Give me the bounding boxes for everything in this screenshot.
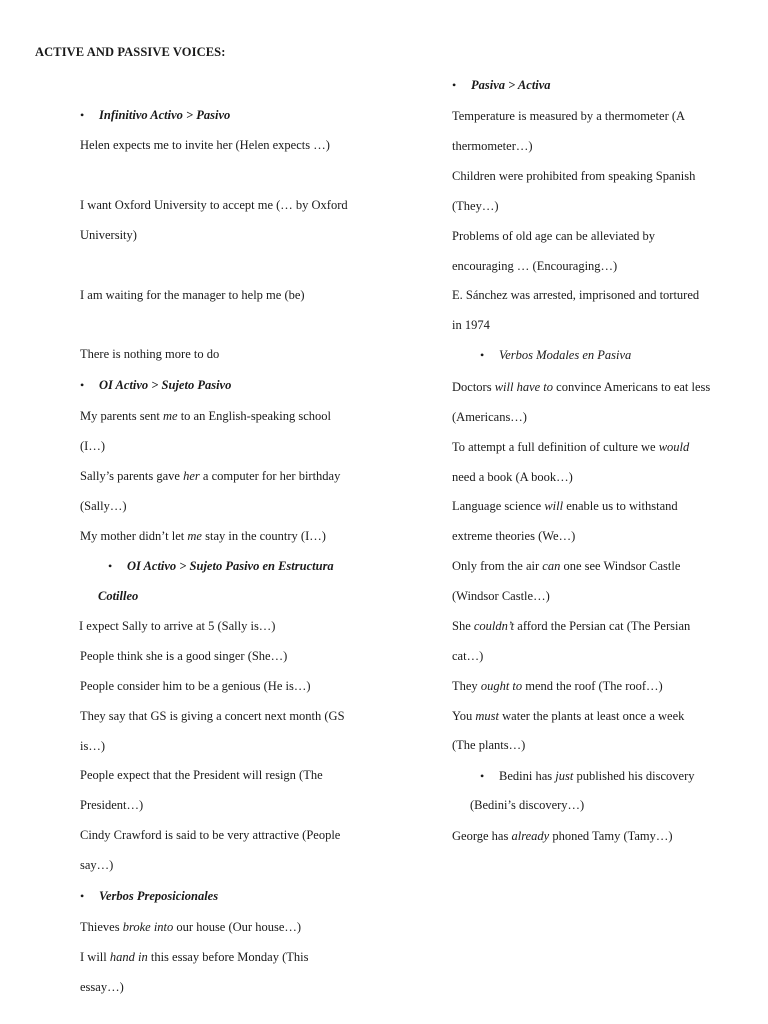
example-line — [80, 468, 340, 484]
line-text: President…) — [80, 798, 144, 812]
emphasized-text: ought to — [480, 679, 523, 693]
line-text: My mother didn’t let — [80, 529, 188, 543]
emphasized-text: hand in — [109, 950, 148, 964]
example-line — [452, 168, 695, 184]
heading-text: Infinitivo Activo > Pasivo — [99, 108, 231, 122]
line-text: Helen expects me to invite her (Helen expects …) — [80, 138, 330, 152]
example-line — [80, 919, 301, 935]
line-text: stay in the country (I…) — [201, 529, 326, 543]
line-text: She — [452, 619, 474, 633]
line-text: enable us to withstand — [563, 499, 678, 513]
example-line — [80, 227, 137, 243]
line-text: I will — [80, 950, 110, 964]
line-text: (Bedini’s discovery…) — [470, 798, 585, 812]
line-text: (The plants…) — [452, 738, 526, 752]
example-line — [452, 498, 678, 514]
line-text: is…) — [80, 739, 105, 753]
example-line — [80, 287, 305, 303]
line-text: People expect that the President will resign (The — [80, 768, 323, 782]
example-line — [452, 409, 527, 425]
example-line — [452, 648, 483, 664]
line-text: George has — [452, 829, 512, 843]
line-text: to an English-speaking school — [177, 409, 332, 423]
example-line — [452, 258, 617, 274]
bullet-heading — [127, 558, 334, 574]
emphasized-text: will — [544, 499, 564, 513]
bullet-heading — [499, 347, 631, 363]
emphasized-text: can — [542, 559, 561, 573]
example-line — [452, 317, 490, 333]
line-text: Problems of old age can be alleviated by — [452, 229, 656, 243]
emphasized-text: broke into — [122, 920, 174, 934]
line-text: Language science — [452, 499, 545, 513]
line-text: say…) — [80, 858, 114, 872]
bullet-heading — [471, 77, 551, 93]
line-text: our house (Our house…) — [173, 920, 302, 934]
line-text: Cindy Crawford is said to be very attractive (People — [80, 828, 341, 842]
example-line — [80, 738, 105, 754]
example-line — [80, 528, 326, 544]
line-text: You — [452, 709, 476, 723]
line-text: extreme theories (We…) — [452, 529, 576, 543]
line-text: in 1974 — [452, 318, 490, 332]
example-line — [452, 528, 575, 544]
example-line — [452, 198, 499, 214]
line-text: convince Americans to eat less — [553, 380, 711, 394]
example-line — [452, 737, 525, 753]
example-line — [80, 979, 124, 995]
bullet-heading — [99, 107, 230, 123]
example-line — [80, 408, 331, 424]
line-text: Sally’s parents gave — [80, 469, 184, 483]
line-text: University) — [80, 228, 137, 242]
heading-text: OI Activo > Sujeto Pasivo — [99, 378, 232, 392]
line-text: Doctors — [452, 380, 495, 394]
emphasized-text: me — [187, 529, 202, 543]
line-text: Temperature is measured by a thermometer (A — [452, 109, 686, 123]
example-line — [80, 648, 287, 664]
emphasized-text: just — [555, 769, 574, 783]
line-text: Only from the air — [452, 559, 543, 573]
line-text: Children were prohibited from speaking Spanish — [452, 169, 696, 183]
heading-text: Verbos Preposicionales — [99, 889, 219, 903]
example-line — [80, 708, 345, 724]
example-line — [452, 828, 673, 844]
line-text: They — [452, 679, 481, 693]
line-text: E. Sánchez was arrested, imprisoned and tortured — [452, 288, 700, 302]
example-line — [470, 797, 584, 813]
line-text: I want Oxford University to accept me (… by Oxford — [80, 198, 348, 212]
example-line — [452, 108, 685, 124]
line-text: My parents sent — [80, 409, 163, 423]
line-text: I expect Sally to arrive at 5 (Sally is…) — [79, 619, 276, 633]
line-text: They say that GS is giving a concert next month (GS — [80, 709, 345, 723]
line-text: There is nothing more to do — [80, 347, 220, 361]
line-text: encouraging … (Encouraging…) — [452, 259, 618, 273]
example-line — [80, 346, 219, 362]
example-line — [452, 708, 684, 724]
line-text: phoned Tamy (Tamy…) — [549, 829, 673, 843]
bullet-heading — [99, 377, 231, 393]
page-title: ACTIVE AND PASSIVE VOICES: — [35, 45, 226, 59]
example-line — [452, 439, 689, 455]
example-line — [452, 138, 533, 154]
line-text: (Americans…) — [452, 410, 527, 424]
line-text: essay…) — [80, 980, 124, 994]
example-line — [80, 678, 311, 694]
emphasized-text: must — [475, 709, 500, 723]
bullet-heading — [99, 888, 218, 904]
example-line — [452, 678, 663, 694]
example-line — [80, 438, 105, 454]
line-text: published his discovery — [573, 769, 695, 783]
line-text: Bedini has — [499, 769, 556, 783]
heading-text: Cotilleo — [98, 589, 139, 603]
heading-text: Pasiva > Activa — [471, 78, 551, 92]
example-line — [80, 797, 143, 813]
line-text: (I…) — [80, 439, 105, 453]
line-text: (Windsor Castle…) — [452, 589, 550, 603]
emphasized-text: would — [658, 440, 690, 454]
line-text: one see Windsor Castle — [560, 559, 681, 573]
heading-text: OI Activo > Sujeto Pasivo en Estructura — [127, 559, 334, 573]
example-line — [80, 857, 113, 873]
example-line — [80, 197, 348, 213]
emphasized-text: couldn’t — [473, 619, 515, 633]
example-line — [79, 618, 275, 634]
line-text: mend the roof (The roof…) — [522, 679, 663, 693]
line-text: cat…) — [452, 649, 484, 663]
example-line — [452, 228, 655, 244]
example-line — [452, 588, 550, 604]
line-text: I am waiting for the manager to help me (be) — [80, 288, 305, 302]
heading-text: Verbos Modales en Pasiva — [499, 348, 632, 362]
line-text: People consider him to be a genious (He is…) — [80, 679, 311, 693]
line-text: Thieves — [80, 920, 123, 934]
section-heading — [98, 588, 138, 604]
bullet-example-line — [499, 768, 694, 784]
line-text: this essay before Monday (This — [147, 950, 309, 964]
example-line — [452, 469, 573, 485]
emphasized-text: her — [183, 469, 200, 483]
line-text: (Sally…) — [80, 499, 127, 513]
line-text: People think she is a good singer (She…) — [80, 649, 288, 663]
example-line — [80, 827, 340, 843]
example-line — [452, 379, 710, 395]
example-line — [80, 137, 330, 153]
line-text: water the plants at least once a week — [499, 709, 685, 723]
example-line — [452, 287, 699, 303]
emphasized-text: will have to — [494, 380, 554, 394]
emphasized-text: me — [162, 409, 178, 423]
example-line — [80, 949, 308, 965]
line-text: a computer for her birthday — [199, 469, 341, 483]
example-line — [452, 558, 680, 574]
example-line — [80, 498, 127, 514]
line-text: thermometer…) — [452, 139, 533, 153]
line-text: afford the Persian cat (The Persian — [514, 619, 691, 633]
emphasized-text: already — [511, 829, 550, 843]
line-text: To attempt a full definition of culture we — [452, 440, 659, 454]
line-text: need a book (A book…) — [452, 470, 573, 484]
line-text: (They…) — [452, 199, 499, 213]
example-line — [80, 767, 323, 783]
example-line — [452, 618, 690, 634]
